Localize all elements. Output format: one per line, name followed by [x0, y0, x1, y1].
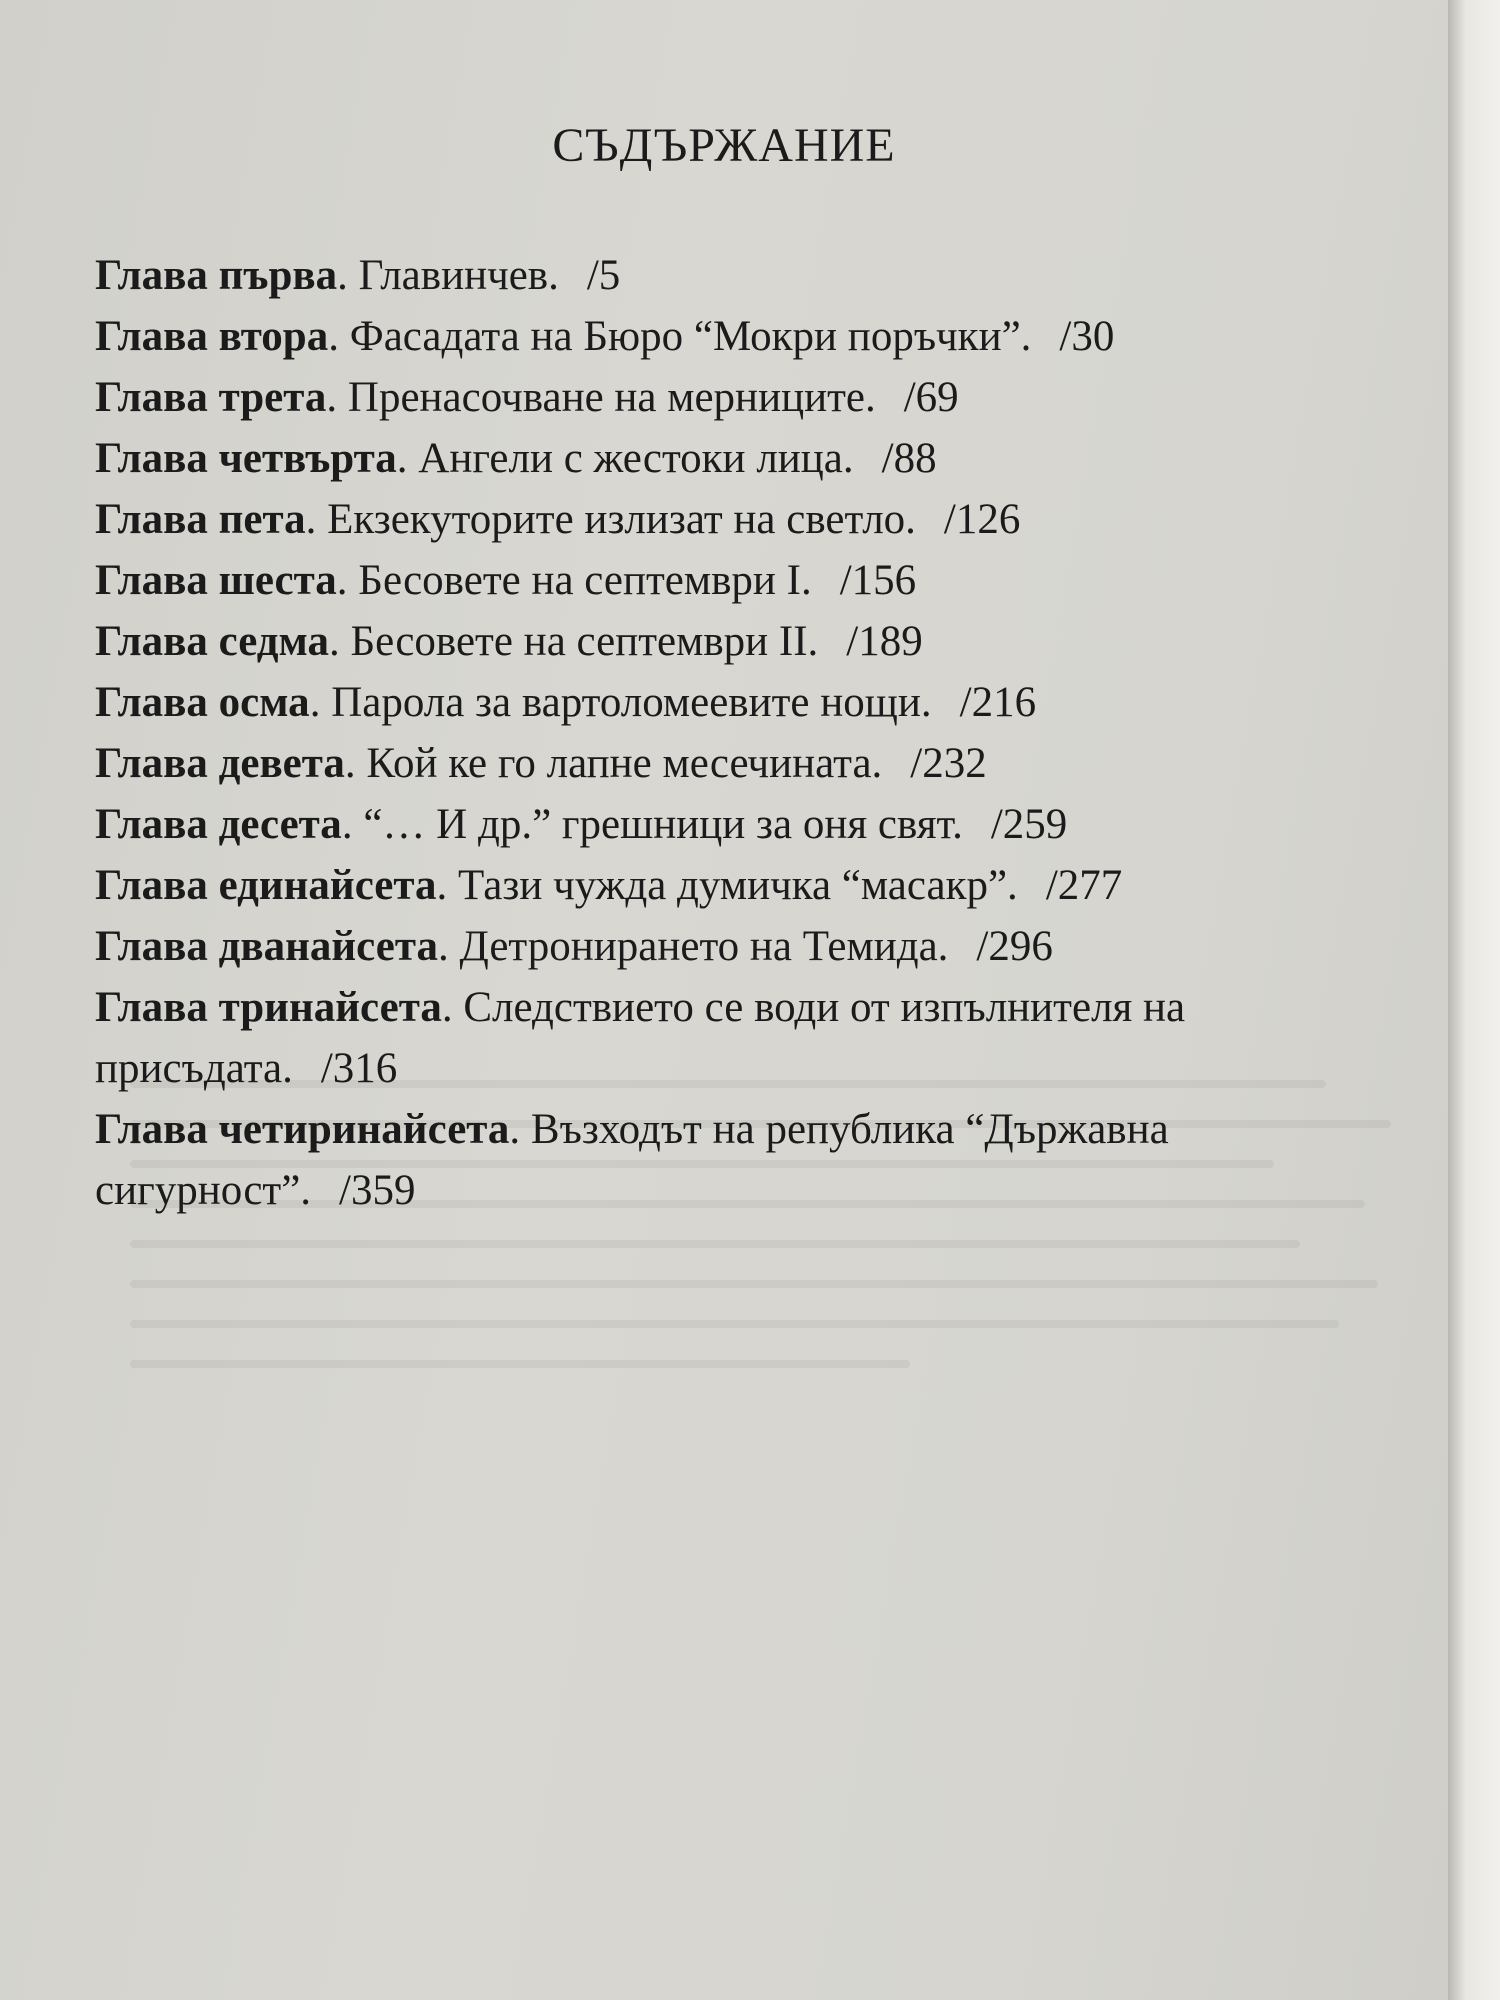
page-number: /277 — [1045, 862, 1123, 909]
page-number: /156 — [839, 557, 917, 604]
chapter-label: Глава четиринайсета — [95, 1106, 510, 1153]
chapter-title: . Пренасочване на мерниците. — [326, 374, 876, 421]
chapter-label: Глава втора — [95, 313, 329, 360]
chapter-title: . Фасадата на Бюро “Мокри поръчки”. — [328, 313, 1032, 360]
toc-entry — [95, 489, 1385, 550]
chapter-title: . Бесовете на септември I. — [336, 557, 812, 604]
page-number: /232 — [910, 740, 987, 787]
toc-entry — [95, 428, 1385, 489]
chapter-title: . Екзекуторите излизат на светло. — [305, 496, 916, 543]
chapter-label: Глава четвърта — [95, 435, 397, 482]
chapter-title: . Тази чужда думичка “масакр”. — [436, 862, 1018, 909]
page-number: /259 — [990, 801, 1068, 848]
page-number: /216 — [959, 679, 1037, 726]
chapter-label: Глава седма — [95, 618, 329, 665]
page-number: /359 — [339, 1167, 416, 1214]
toc-entry — [95, 916, 1385, 977]
chapter-label: Глава тринайсета — [95, 984, 442, 1031]
chapter-label: Глава трета — [95, 374, 327, 421]
chapter-title: . Главинчев. — [337, 252, 559, 299]
chapter-title: . “… И др.” грешници за оня свят. — [341, 801, 963, 848]
chapter-label: Глава първа — [95, 252, 338, 299]
chapter-label: Глава единайсета — [95, 862, 437, 909]
page-number: /296 — [976, 923, 1053, 970]
page-title: СЪДЪРЖАНИЕ — [552, 119, 896, 172]
chapter-label: Глава дванайсета — [95, 923, 438, 970]
chapter-title: . Ангели с жестоки лица. — [396, 435, 854, 482]
toc-entry — [95, 1099, 1385, 1221]
toc-entry — [95, 245, 1385, 306]
chapter-label: Глава осма — [95, 679, 310, 726]
toc-entry — [95, 550, 1385, 611]
chapter-title: . Парола за вартоломеевите нощи. — [309, 679, 932, 726]
chapter-title: . Бесовете на септември II. — [328, 618, 819, 665]
toc-entry — [95, 306, 1385, 367]
page-number: /30 — [1059, 313, 1115, 360]
table-of-contents — [95, 245, 1385, 1221]
chapter-label: Глава десета — [95, 801, 342, 848]
page-number: /5 — [586, 252, 621, 299]
chapter-label: Глава пета — [95, 496, 306, 543]
toc-entry — [95, 855, 1385, 916]
chapter-title: . Детронирането на Темида. — [437, 923, 949, 970]
page-number: /316 — [320, 1045, 398, 1092]
chapter-title: . Кой ке го лапне месечината. — [344, 740, 883, 787]
chapter-title: . Възходът на република “Държавна сигурност”. — [95, 1106, 1169, 1214]
toc-entry — [95, 672, 1385, 733]
toc-entry — [95, 977, 1385, 1099]
toc-entry — [95, 611, 1385, 672]
chapter-title: . Следствието се води от изпълнителя на присъдата. — [95, 984, 1186, 1092]
page-number: /69 — [903, 374, 959, 421]
chapter-label: Глава шеста — [95, 557, 337, 604]
toc-entry — [95, 733, 1385, 794]
chapter-label: Глава девета — [95, 740, 345, 787]
toc-entry — [95, 794, 1385, 855]
page-number: /126 — [943, 496, 1021, 543]
page-number: /88 — [881, 435, 937, 482]
page-edge — [1448, 0, 1500, 2000]
page-number: /189 — [846, 618, 923, 665]
toc-entry — [95, 367, 1385, 428]
